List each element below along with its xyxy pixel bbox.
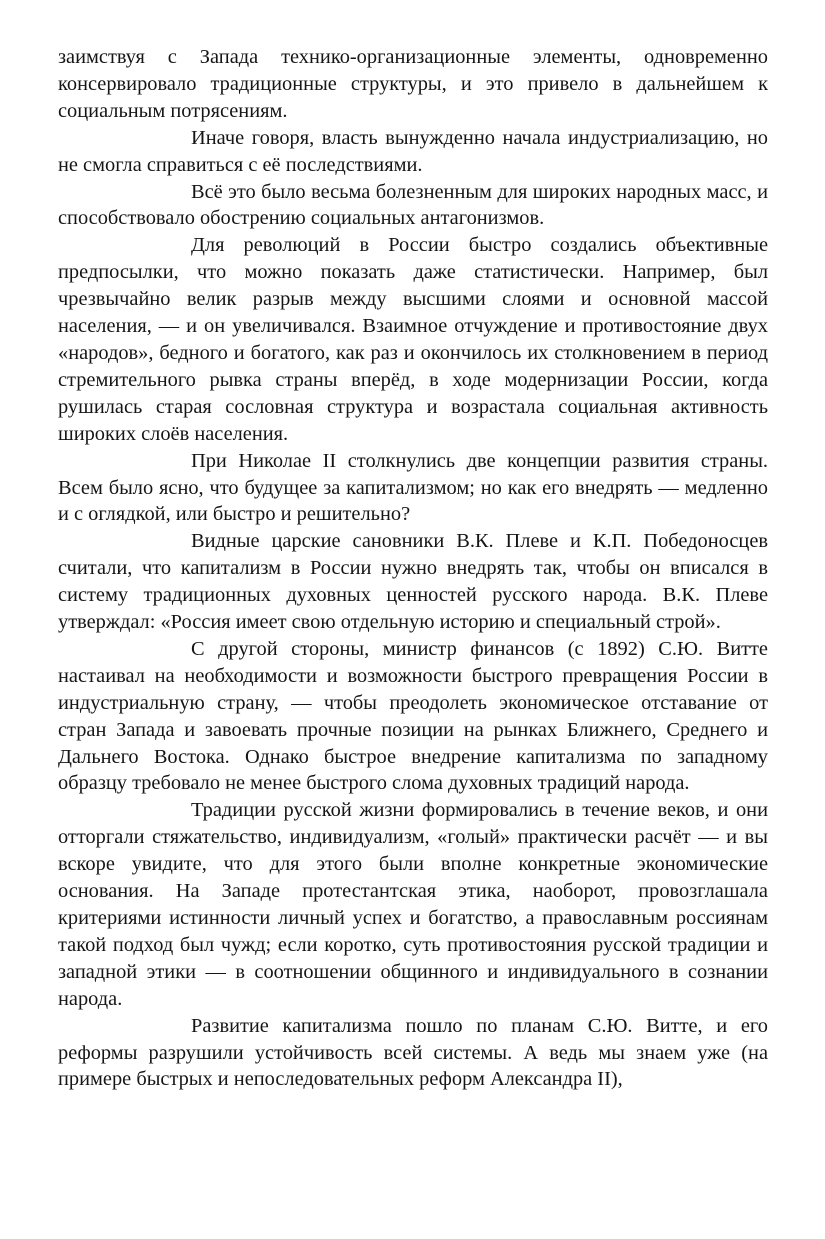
- paragraph: При Николае II столкнулись две концепции развития страны. Всем было ясно, что будущее за капитализмом; но как его внедрять — медленно и с оглядкой, или быстро и решительно?: [58, 449, 768, 526]
- paragraph: Для революций в России быстро создались объективные предпосылки, что можно показать даже статистически. Например, был чрезвычайно велик разрыв между высшими слоями и основной массой населения, — и он увеличивался. Взаимное отчуждение и противостояние двух «народов», бедного и богатого, как раз и окончилось их столкновением в период стремительного рывка страны вперёд, в ходе модернизации России, когда рушилась старая сословная структура и возрастала социальная активность широких слоёв населения.: [58, 234, 768, 445]
- paragraph: Видные царские сановники В.К. Плеве и К.П. Победоносцев считали, что капитализм в России нужно внедрять так, чтобы он вписался в систему традиционных духовных ценностей русского народа. В.К. Плеве утверждал: «Россия имеет свою отдельную историю и специальный строй».: [58, 530, 768, 634]
- paragraph: заимствуя с Запада технико-организационные элементы, одновременно консервировало традиционные структуры, и это привело в дальнейшем к социальным потрясениям.: [58, 46, 768, 122]
- paragraph: С другой стороны, министр финансов (с 1892) С.Ю. Витте настаивал на необходимости и возможности быстрого превращения России в индустриальную страну, — чтобы преодолеть экономическое отставание от стран Запада и завоевать прочные позиции на рынках Ближнего, Среднего и Дальнего Востока. Однако быстрое внедрение капитализма по западному образцу требовало не менее быстрого слома духовных традиций народа.: [58, 637, 768, 795]
- paragraph: Всё это было весьма болезненным для широких народных масс, и способствовало обострению социальных антагонизмов.: [58, 180, 768, 230]
- paragraph: Развитие капитализма пошло по планам С.Ю. Витте, и его реформы разрушили устойчивость всей системы. А ведь мы знаем уже (на примере быстрых и непоследовательных реформ Александра II),: [58, 1014, 768, 1091]
- paragraph: Иначе говоря, власть вынужденно начала индустриализацию, но не смогла справиться с её последствиями.: [58, 126, 768, 176]
- paragraph: Традиции русской жизни формировались в течение веков, и они отторгали стяжательство, индивидуализм, «голый» практически расчёт — и вы вскоре увидите, что для этого были вполне конкретные экономические основания. На Западе протестантская этика, наоборот, провозглашала критериями истинности личный успех и богатство, а православным россиянам такой подход был чужд; если коротко, суть противостояния русской традиции и западной этики — в соотношении общинного и индивидуального в сознании народа.: [58, 799, 768, 1010]
- document-page: [58, 44, 768, 1093]
